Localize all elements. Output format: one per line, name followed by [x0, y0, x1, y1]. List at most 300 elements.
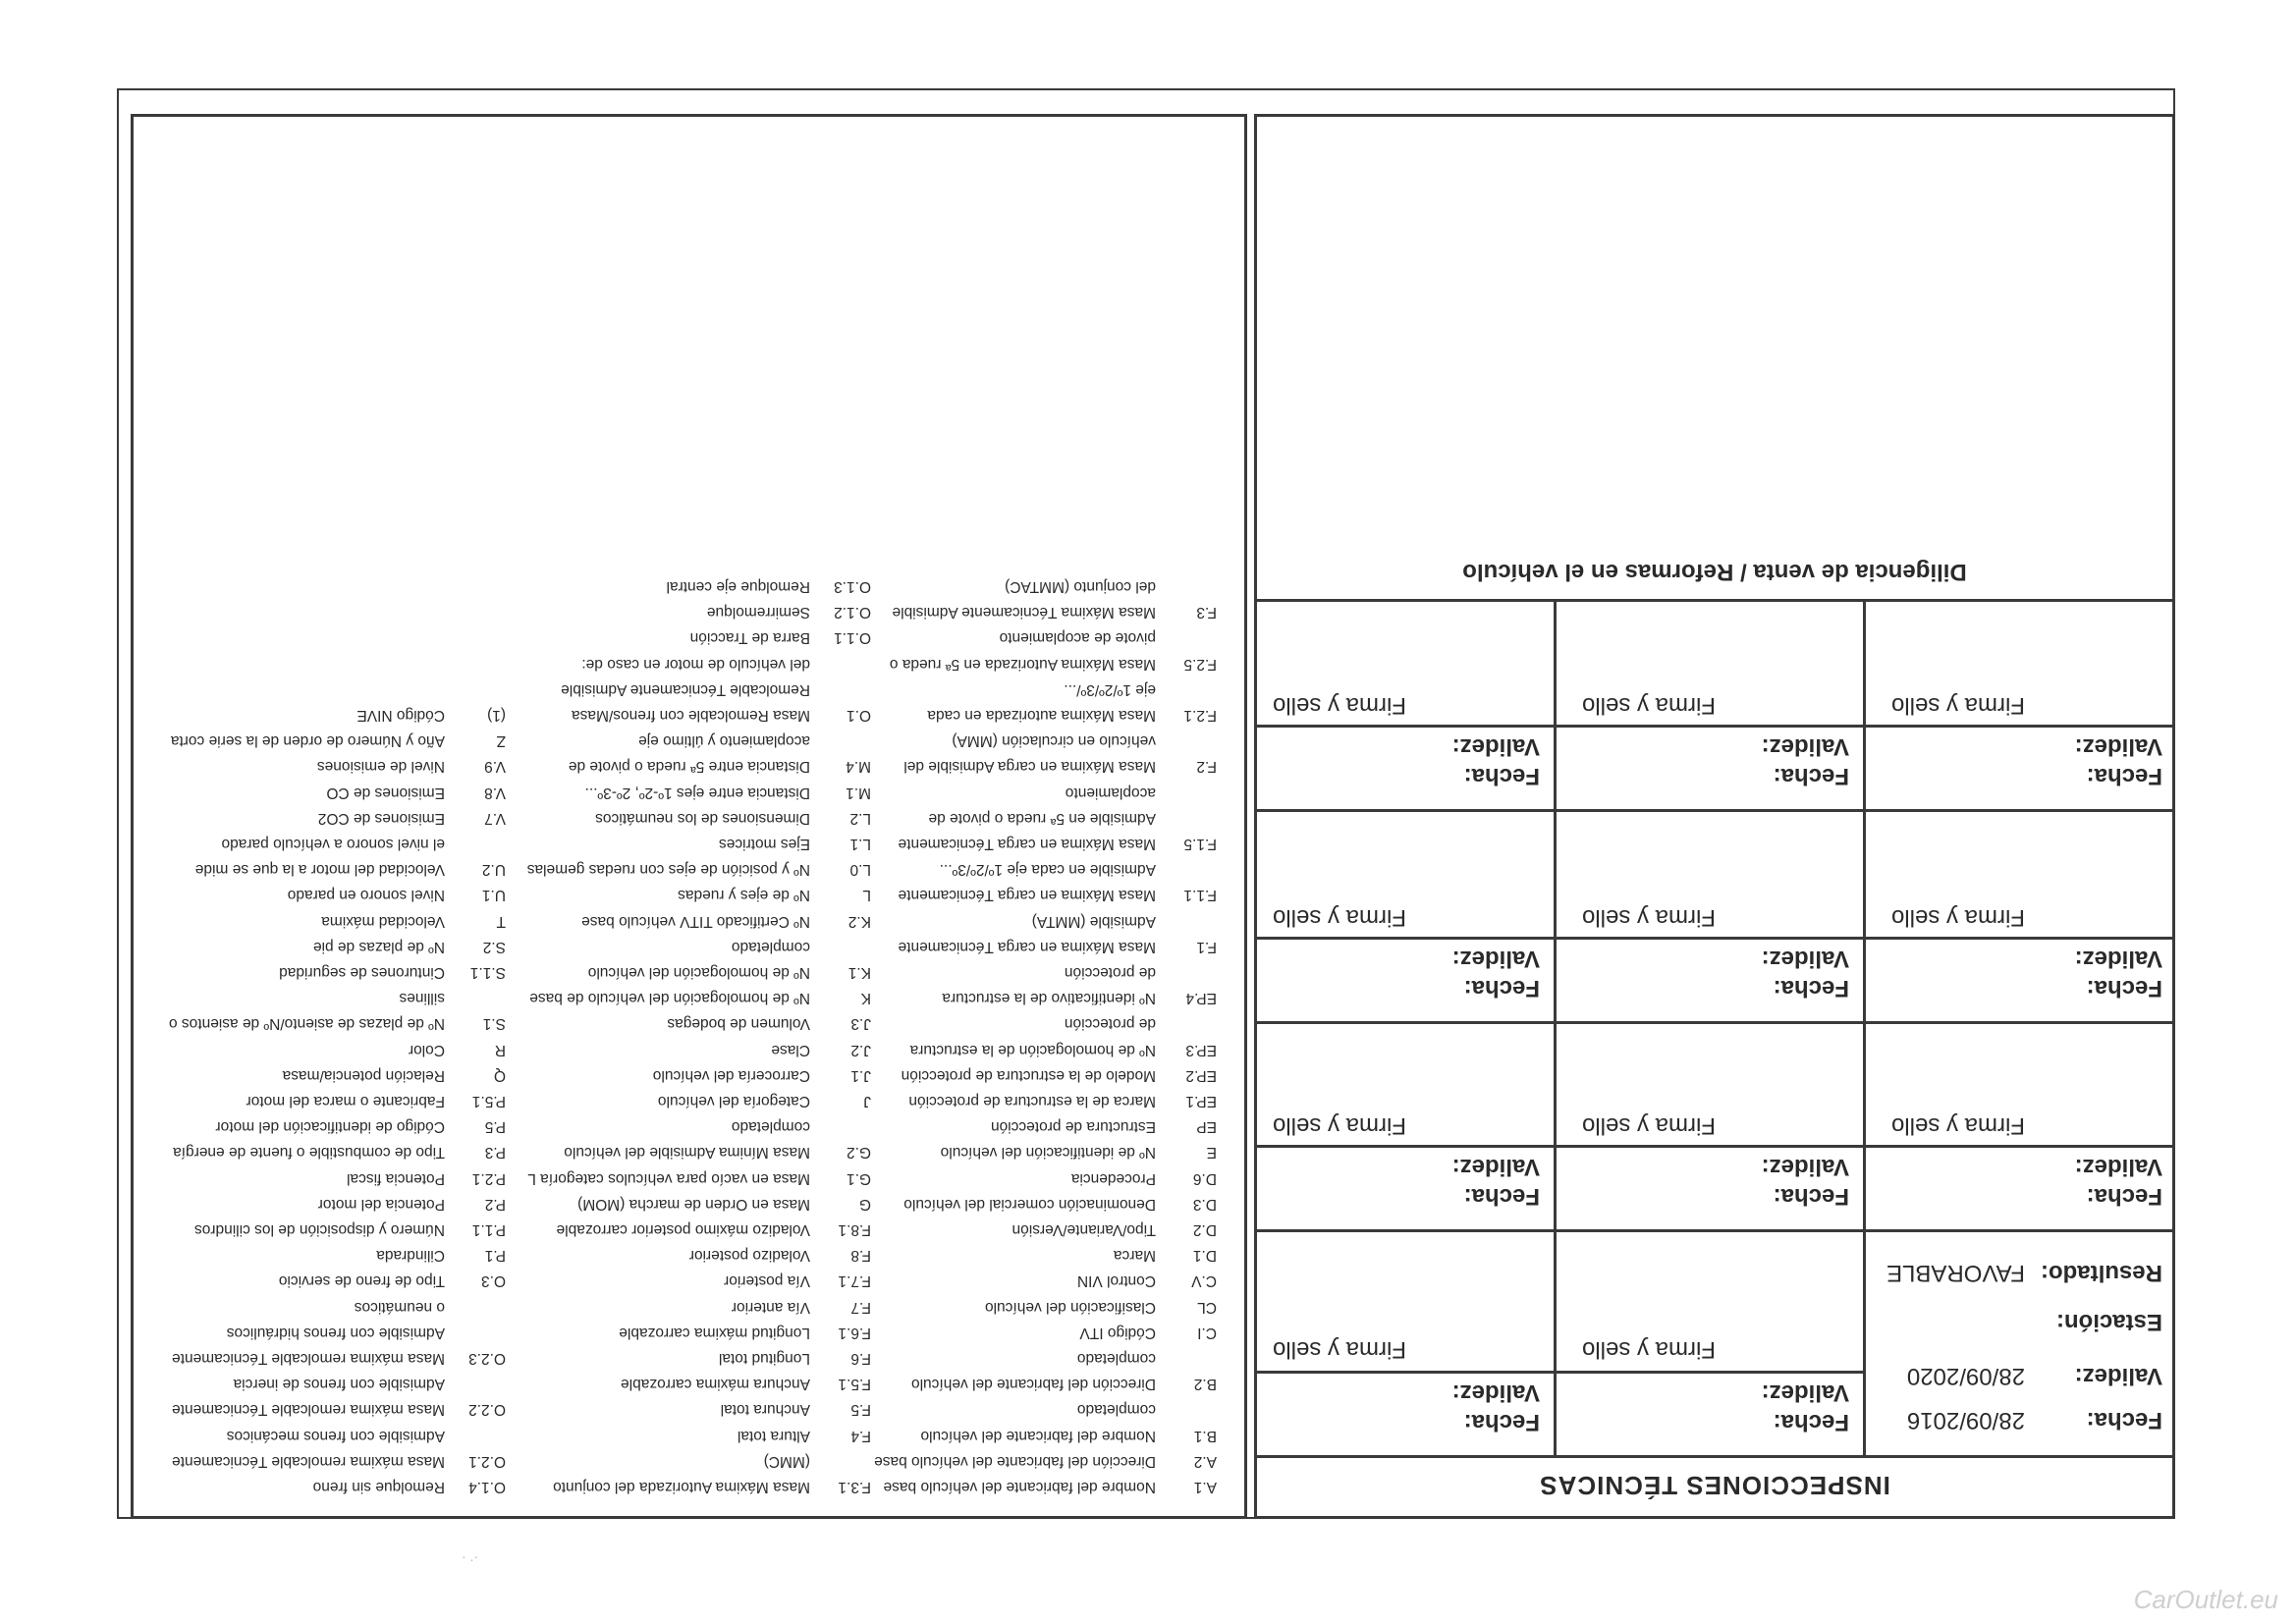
- field-code: F.6: [850, 1350, 871, 1367]
- field-label: pivote de acoplamiento: [999, 629, 1156, 647]
- inspection-cell-1-3: [1257, 1232, 1554, 1455]
- fecha-label: Fecha:: [2086, 1407, 2162, 1434]
- field-label: Estructura de protección: [990, 1118, 1156, 1136]
- field-code: F.1.5: [1183, 836, 1217, 852]
- validez-label: Validez:: [1451, 946, 1540, 972]
- firma-sello: Firma y sello: [1581, 1336, 1716, 1363]
- field-code: D.6: [1192, 1169, 1217, 1187]
- field-code: O.1.1: [834, 629, 871, 647]
- field-label: Nº de ejes y ruedas: [678, 887, 810, 904]
- field-row: [133, 1040, 506, 1059]
- field-code: P.2: [484, 1195, 506, 1213]
- field-label: Tipo de freno de servicio: [278, 1272, 445, 1290]
- field-code: V.9: [484, 758, 506, 776]
- field-row: [133, 1477, 506, 1496]
- field-row: [518, 1245, 871, 1265]
- field-label: Anchura total: [720, 1401, 810, 1419]
- field-code: EP.3: [1185, 1041, 1217, 1058]
- field-label: de protección: [1064, 964, 1156, 981]
- field-label: Nº y posición de ejes con ruedas gemelas: [526, 861, 810, 879]
- field-row: [518, 859, 871, 879]
- field-row: [133, 911, 506, 931]
- field-row: [518, 1013, 871, 1033]
- field-row: [518, 1040, 871, 1059]
- field-code: A.1: [1193, 1479, 1217, 1495]
- field-label: Barra de Tracción: [689, 629, 810, 647]
- field-row: [883, 576, 1217, 596]
- field-row: [518, 885, 871, 904]
- inspection-cell-1-2: [1554, 1232, 1863, 1455]
- field-row: [518, 834, 871, 853]
- firma-sello: Firma y sello: [1272, 692, 1406, 719]
- fecha-label: Fecha:: [2086, 1183, 2162, 1210]
- field-code: K.2: [847, 912, 871, 930]
- field-code: S.1.1: [469, 964, 506, 981]
- field-row: [883, 859, 1217, 879]
- field-label: eje 1º/2º/3º/...: [1064, 680, 1156, 698]
- field-row: [883, 1348, 1217, 1368]
- field-label: completado: [1076, 1401, 1156, 1419]
- field-label: completado: [731, 1118, 810, 1136]
- inspection-row-4: [1257, 599, 2172, 809]
- inspection-cell-2-3: [1257, 1024, 1554, 1229]
- resultado-label: Resultado:: [2040, 1260, 2162, 1286]
- field-label: Admisible con frenos hidráulicos: [226, 1324, 445, 1341]
- field-label: Masa en vacío para vehículos categoría L: [527, 1169, 810, 1187]
- field-label: Nº de plazas de asiento/Nº de asientos o: [168, 1015, 445, 1033]
- field-code: G.1: [847, 1169, 871, 1187]
- field-code: M.4: [846, 758, 871, 776]
- field-column-2: [518, 117, 871, 1516]
- field-code: K.1: [847, 964, 871, 981]
- field-row: [883, 1168, 1217, 1188]
- field-row: [883, 1426, 1217, 1445]
- field-label: el nivel sonoro a vehículo parado: [221, 836, 445, 852]
- field-label: de protección: [1064, 1015, 1156, 1033]
- field-label: Potencia del motor: [317, 1195, 445, 1213]
- inspections-title: INSPECCIONES TÉCNICAS: [1257, 1455, 2172, 1516]
- field-row: [518, 1116, 871, 1136]
- field-label: Color: [408, 1041, 445, 1058]
- field-label: Tipo de combustible o fuente de energía: [173, 1144, 445, 1162]
- field-label: Dimensiones de los neumáticos: [595, 809, 810, 827]
- field-row: [518, 808, 871, 828]
- field-label: Fabricante o marca del motor: [246, 1093, 445, 1109]
- field-label: Masa Remolcable con frenos/Masa: [572, 707, 810, 724]
- field-label: Masa Máxima en carga Técnicamente: [898, 887, 1156, 904]
- field-label: o neumáticos: [354, 1298, 445, 1316]
- field-label: Emisiones de CO: [326, 784, 445, 801]
- field-label: Denominación comercial del vehículo: [903, 1195, 1156, 1213]
- fecha-label: Fecha:: [1463, 763, 1540, 789]
- fecha-label: Fecha:: [1773, 1409, 1849, 1435]
- field-row: [133, 1116, 506, 1136]
- field-label: Volumen de bodegas: [667, 1015, 810, 1033]
- field-row: [133, 885, 506, 904]
- field-row: [883, 783, 1217, 802]
- firma-sello: Firma y sello: [1272, 1112, 1406, 1139]
- field-row: [883, 1065, 1217, 1085]
- field-label: Potencia fiscal: [347, 1169, 445, 1187]
- field-label: Relación potencia/masa: [282, 1066, 445, 1084]
- field-row: [883, 834, 1217, 853]
- field-code: U.1: [481, 887, 506, 904]
- field-label: Nivel sonoro en parado: [287, 887, 445, 904]
- field-label: Número y disposición de los cilindros: [193, 1221, 445, 1238]
- field-label: Masa Máxima en carga Técnicamente: [898, 938, 1156, 955]
- field-code: P.3: [484, 1144, 506, 1162]
- field-row: [883, 1399, 1217, 1419]
- field-row: [133, 1451, 506, 1471]
- validez-label: Validez:: [1761, 1380, 1849, 1406]
- field-code: F.7: [850, 1298, 871, 1316]
- field-row: [518, 1374, 871, 1393]
- field-row: [133, 834, 506, 853]
- field-label: Masa Máxima autorizada en cada: [927, 707, 1156, 724]
- fecha-label: Fecha:: [1463, 975, 1540, 1001]
- field-row: [133, 1013, 506, 1033]
- field-column-1: [874, 117, 1217, 1516]
- firma-sello: Firma y sello: [1581, 692, 1716, 719]
- field-code: B.1: [1193, 1427, 1217, 1444]
- inspection-cell-3-1: [1863, 812, 2172, 1021]
- fecha-label: Fecha:: [2086, 975, 2162, 1001]
- field-code: F.1: [1196, 938, 1217, 955]
- field-label: Masa máxima remolcable Técnicamente: [172, 1401, 445, 1419]
- inspection-row-3: [1257, 809, 2172, 1021]
- field-code: D.1: [1192, 1247, 1217, 1265]
- field-code: F.8: [850, 1247, 871, 1265]
- inspection-row-2: [1257, 1021, 2172, 1229]
- field-code: Z: [496, 732, 506, 750]
- fecha-label: Fecha:: [1463, 1183, 1540, 1210]
- field-row: [883, 1374, 1217, 1393]
- field-row: [133, 988, 506, 1007]
- field-label: Clase: [771, 1041, 810, 1058]
- field-row: [133, 1374, 506, 1393]
- field-label: Control VIN: [1076, 1272, 1156, 1290]
- field-row: [518, 1399, 871, 1419]
- field-row: [518, 1297, 871, 1317]
- field-row: [518, 988, 871, 1007]
- field-row: [518, 1168, 871, 1188]
- field-label: Categoría del vehículo: [657, 1093, 810, 1109]
- field-code: F.1.1: [1183, 887, 1217, 904]
- firma-sello: Firma y sello: [1581, 904, 1716, 931]
- firma-sello: Firma y sello: [1890, 692, 2025, 719]
- field-code: J.3: [850, 1015, 871, 1033]
- field-label: Admisible (MMTA): [1031, 912, 1156, 930]
- validez-label: Validez:: [1761, 733, 1849, 760]
- field-label: Tipo/Variante/Versión: [1011, 1221, 1156, 1238]
- field-label: Dirección del fabricante del vehículo base: [874, 1452, 1156, 1470]
- field-label: Código NIVE: [356, 707, 445, 724]
- field-label: Masa máxima remolcable Técnicamente: [172, 1350, 445, 1367]
- field-code: O.2.3: [468, 1350, 506, 1367]
- field-label: Modelo de la estructura de protección: [901, 1066, 1156, 1084]
- fecha-label: Fecha:: [1773, 763, 1849, 789]
- field-row: [133, 1399, 506, 1419]
- field-row: [883, 705, 1217, 725]
- field-code: O.1.4: [468, 1479, 506, 1495]
- field-row: [518, 1142, 871, 1162]
- field-label: Longitud máxima carrozable: [619, 1324, 810, 1341]
- firma-sello: Firma y sello: [1890, 1112, 2025, 1139]
- field-label: del conjunto (MMTAC): [1005, 578, 1156, 595]
- field-label: Carrocería del vehículo: [652, 1066, 810, 1084]
- field-code: J.1: [850, 1066, 871, 1084]
- field-row: [883, 1323, 1217, 1342]
- field-row: [133, 1142, 506, 1162]
- field-label: Clasificación del vehículo: [984, 1298, 1156, 1316]
- field-label: Velocidad del motor a la que se mide: [194, 861, 445, 879]
- field-label: Anchura máxima carrozable: [621, 1376, 810, 1393]
- field-code: P.5: [484, 1118, 506, 1136]
- field-label: Nº de homologación de la estructura: [909, 1041, 1156, 1058]
- field-label: Dirección del fabricante del vehículo: [911, 1376, 1156, 1393]
- validez-label: Validez:: [2074, 733, 2162, 760]
- field-code: J: [863, 1093, 871, 1109]
- inspection-cell-2-1: [1863, 1024, 2172, 1229]
- field-code: C.V: [1191, 1272, 1217, 1290]
- field-row: [883, 679, 1217, 699]
- field-label: Código de identificación del motor: [215, 1118, 445, 1136]
- field-row: [883, 1219, 1217, 1239]
- field-row: [883, 1194, 1217, 1214]
- field-row: [518, 576, 871, 596]
- inspection-cell-4-1: [1863, 602, 2172, 809]
- field-row: [133, 1194, 506, 1214]
- field-label: Masa Mínima Admisible del vehículo: [564, 1144, 810, 1162]
- field-code: P.1.1: [471, 1221, 506, 1238]
- field-label: Voladizo máximo posterior carrozable: [556, 1221, 810, 1238]
- field-row: [133, 1426, 506, 1445]
- field-row: [883, 627, 1217, 647]
- field-row: [518, 1091, 871, 1110]
- inspection-cell-1-1: [1863, 1232, 2172, 1455]
- field-label: Cilindrada: [376, 1247, 445, 1265]
- field-label: Masa Máxima Técnicamente Admisible: [892, 604, 1156, 622]
- field-label: Año y Número de orden de la serie corta: [170, 732, 445, 750]
- fecha-label: Fecha:: [1773, 975, 1849, 1001]
- field-code: P.1: [484, 1247, 506, 1265]
- fecha-label: Fecha:: [1463, 1409, 1540, 1435]
- field-code: L.0: [849, 861, 871, 879]
- field-code: E: [1206, 1144, 1217, 1162]
- field-code: O.3: [481, 1272, 506, 1290]
- field-label: Admisible con frenos mecánicos: [226, 1427, 445, 1444]
- field-label: Nombre del fabricante del vehículo base: [883, 1479, 1156, 1495]
- field-code: G: [858, 1195, 871, 1213]
- field-label: Nº Certificado TITV vehículo base: [581, 912, 810, 930]
- field-label: Remolcable Técnicamente Admisible: [561, 680, 810, 698]
- field-label: Nº identificativo de la estructura: [942, 990, 1156, 1007]
- field-label: Nivel de emisiones: [316, 758, 445, 776]
- field-label: Admisible en cada eje 1º/2º/3º...: [939, 861, 1156, 879]
- field-label: Voladizo posterior: [688, 1247, 810, 1265]
- field-reference-panel: [131, 114, 1247, 1519]
- field-code: O.1.3: [834, 578, 871, 595]
- field-row: [518, 911, 871, 931]
- field-row: [133, 1065, 506, 1085]
- field-code: P.5.1: [471, 1093, 506, 1109]
- field-row: [883, 1013, 1217, 1033]
- field-code: CL: [1197, 1298, 1217, 1316]
- field-row: [883, 1297, 1217, 1317]
- inspection-cell-3-2: [1554, 812, 1863, 1021]
- field-code: EP.1: [1185, 1093, 1217, 1109]
- field-label: Vía posterior: [724, 1272, 810, 1290]
- field-code: F.5: [850, 1401, 871, 1419]
- validez-label: Validez:: [1451, 1154, 1540, 1180]
- field-row: [133, 1219, 506, 1239]
- field-label: Masa Máxima en carga Admisible del: [903, 758, 1156, 776]
- field-row: [883, 602, 1217, 622]
- field-code: A.2: [1193, 1452, 1217, 1470]
- field-row: [518, 1065, 871, 1085]
- field-row: [133, 783, 506, 802]
- field-label: Distancia entre 5ª rueda o pivote de: [568, 758, 810, 776]
- field-label: (MMC): [763, 1452, 810, 1470]
- field-label: Nº de identificación del vehículo: [940, 1144, 1156, 1162]
- inspection-row-1: [1257, 1229, 2172, 1455]
- validez-label: Validez:: [2074, 1154, 2162, 1180]
- fecha-label: Fecha:: [1773, 1183, 1849, 1210]
- field-label: completado: [731, 938, 810, 955]
- field-row: [518, 937, 871, 956]
- field-code: EP.4: [1185, 990, 1217, 1007]
- inspection-cell-4-2: [1554, 602, 1863, 809]
- field-label: Nº de plazas de pie: [312, 938, 445, 955]
- field-row: [518, 1477, 871, 1496]
- field-row: [518, 602, 871, 622]
- field-label: Remolque sin freno: [312, 1479, 445, 1495]
- validez-value: 28/09/2020: [1906, 1363, 2025, 1389]
- field-code: F.5.1: [838, 1376, 871, 1393]
- field-row: [133, 1348, 506, 1368]
- field-code: F.8.1: [838, 1221, 871, 1238]
- field-label: Marca de la estructura de protección: [908, 1093, 1156, 1109]
- firma-sello: Firma y sello: [1890, 904, 2025, 931]
- field-column-3: [133, 117, 506, 1516]
- field-row: [518, 679, 871, 699]
- field-code: V.8: [484, 784, 506, 801]
- field-code: L.2: [849, 809, 871, 827]
- field-label: Nº de homologación del vehículo de base: [529, 990, 810, 1007]
- field-row: [883, 988, 1217, 1007]
- field-row: [883, 885, 1217, 904]
- field-code: EP.2: [1185, 1066, 1217, 1084]
- field-label: acoplamiento: [1065, 784, 1156, 801]
- field-label: Masa máxima remolcable Técnicamente: [172, 1452, 445, 1470]
- field-label: completado: [1076, 1350, 1156, 1367]
- field-code: V.7: [484, 809, 506, 827]
- field-code: F.3.1: [838, 1479, 871, 1495]
- field-code: EP: [1196, 1118, 1217, 1136]
- field-row: [133, 756, 506, 776]
- validez-label: Validez:: [1761, 1154, 1849, 1180]
- field-row: [883, 730, 1217, 750]
- field-code: K: [860, 990, 871, 1007]
- field-label: Masa en Orden de marcha (MOM): [577, 1195, 810, 1213]
- field-row: [133, 859, 506, 879]
- validez-label: Validez:: [1451, 1380, 1540, 1406]
- field-label: Nº de homologación del vehículo: [587, 964, 810, 981]
- firma-sello: Firma y sello: [1581, 1112, 1716, 1139]
- field-row: [883, 1477, 1217, 1496]
- field-label: Masa Máxima en carga Técnicamente: [898, 836, 1156, 852]
- resultado-value: FAVORABLE: [1886, 1260, 2025, 1286]
- field-label: Longitud total: [718, 1350, 810, 1367]
- validez-label: Validez:: [2074, 946, 2162, 972]
- firma-sello: Firma y sello: [1272, 1336, 1406, 1363]
- scan-specks: · .·: [462, 1548, 479, 1564]
- field-label: acoplamiento y último eje: [638, 732, 810, 750]
- inspection-cell-4-3: [1257, 602, 1554, 809]
- field-code: O.1: [847, 707, 871, 724]
- field-row: [133, 1091, 506, 1110]
- fecha-value: 28/09/2016: [1906, 1407, 2025, 1434]
- field-row: [883, 1116, 1217, 1136]
- field-row: [133, 705, 506, 725]
- field-label: Código ITV: [1079, 1324, 1156, 1341]
- field-code: F.2: [1196, 758, 1217, 776]
- field-label: Vía anterior: [731, 1298, 810, 1316]
- field-row: [518, 1426, 871, 1445]
- watermark: CarOutlet.eu: [2133, 1585, 2278, 1614]
- field-row: [518, 783, 871, 802]
- field-label: Nombre del fabricante del vehículo: [920, 1427, 1156, 1444]
- inspection-cell-2-2: [1554, 1024, 1863, 1229]
- field-row: [518, 654, 871, 674]
- field-row: [883, 937, 1217, 956]
- field-code: L.1: [849, 836, 871, 852]
- field-row: [518, 730, 871, 750]
- field-row: [883, 654, 1217, 674]
- field-row: [133, 1271, 506, 1290]
- field-code: F.2.5: [1183, 655, 1217, 673]
- field-code: M.1: [846, 784, 871, 801]
- field-row: [883, 1245, 1217, 1265]
- field-row: [133, 937, 506, 956]
- field-row: [133, 1323, 506, 1342]
- field-code: O.2.1: [468, 1452, 506, 1470]
- validez-label: Validez:: [2074, 1363, 2162, 1389]
- field-code: S.1: [482, 1015, 506, 1033]
- field-label: Admisible con frenos de inercia: [233, 1376, 445, 1393]
- field-code: F.2.1: [1183, 707, 1217, 724]
- validez-label: Validez:: [1451, 733, 1540, 760]
- field-row: [883, 962, 1217, 982]
- field-code: R: [494, 1041, 506, 1058]
- estacion-label: Estación:: [2055, 1309, 2162, 1335]
- field-row: [518, 1323, 871, 1342]
- field-label: Masa Máxima Autorizada en 5ª rueda o: [889, 655, 1156, 673]
- inspections-panel: [1254, 114, 2175, 1519]
- field-label: Velocidad máxima: [321, 912, 445, 930]
- field-label: sillines: [399, 990, 445, 1007]
- field-row: [883, 808, 1217, 828]
- field-label: Masa Máxima Autorizada del conjunto: [553, 1479, 810, 1495]
- field-label: Marca: [1113, 1247, 1156, 1265]
- field-row: [883, 1142, 1217, 1162]
- field-row: [133, 730, 506, 750]
- field-code: J.2: [850, 1041, 871, 1058]
- field-code: D.3: [1192, 1195, 1217, 1213]
- field-row: [133, 1245, 506, 1265]
- field-row: [518, 1451, 871, 1471]
- field-label: Emisiones de CO2: [317, 809, 445, 827]
